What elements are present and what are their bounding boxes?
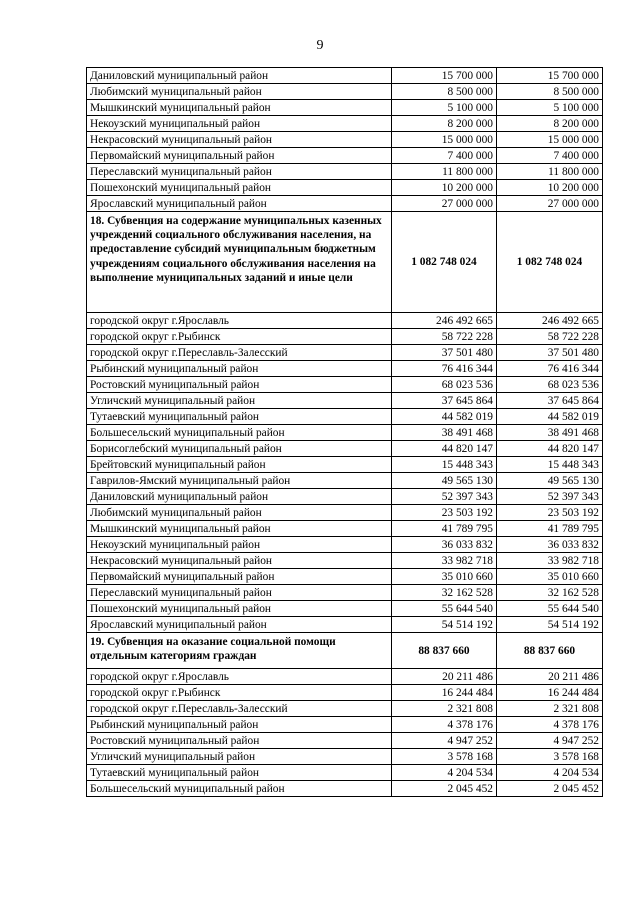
district-name-cell: Ярославский муниципальный район xyxy=(87,196,392,212)
table-row xyxy=(87,701,603,717)
budget-table xyxy=(86,67,603,797)
amount-year2-cell: 76 416 344 xyxy=(497,361,603,377)
amount-year2-cell: 8 500 000 xyxy=(497,84,603,100)
table-row xyxy=(87,180,603,196)
district-name-cell: Некоузский муниципальный район xyxy=(87,116,392,132)
amount-year1-cell: 27 000 000 xyxy=(392,196,497,212)
table-row xyxy=(87,749,603,765)
table-row xyxy=(87,685,603,701)
amount-year2-cell: 4 378 176 xyxy=(497,717,603,733)
section-title-cell: 18. Субвенция на содержание муниципальных казенных учреждений социального обслуживания населения, на предоставление субсидий муниципальным бюджетным учреждениям социального обслуживания населения на выполнение муниципальных заданий и иные цели xyxy=(87,212,392,313)
amount-year1-cell: 76 416 344 xyxy=(392,361,497,377)
amount-year1-cell: 36 033 832 xyxy=(392,537,497,553)
section-title-cell: 19. Субвенция на оказание социальной помощи отдельным категориям граждан xyxy=(87,633,392,669)
amount-year2-cell: 15 000 000 xyxy=(497,132,603,148)
amount-year1-cell: 33 982 718 xyxy=(392,553,497,569)
district-name-cell: Ярославский муниципальный район xyxy=(87,617,392,633)
table-row xyxy=(87,329,603,345)
amount-year1-cell: 38 491 468 xyxy=(392,425,497,441)
table-row xyxy=(87,505,603,521)
amount-year2-cell: 16 244 484 xyxy=(497,685,603,701)
amount-year1-cell: 37 501 480 xyxy=(392,345,497,361)
amount-year1-cell: 88 837 660 xyxy=(392,633,497,669)
table-row xyxy=(87,148,603,164)
table-row xyxy=(87,409,603,425)
table-row xyxy=(87,717,603,733)
amount-year1-cell: 52 397 343 xyxy=(392,489,497,505)
amount-year1-cell: 4 378 176 xyxy=(392,717,497,733)
amount-year2-cell: 7 400 000 xyxy=(497,148,603,164)
amount-year2-cell: 8 200 000 xyxy=(497,116,603,132)
amount-year1-cell: 35 010 660 xyxy=(392,569,497,585)
amount-year2-cell: 44 582 019 xyxy=(497,409,603,425)
district-name-cell: Брейтовский муниципальный район xyxy=(87,457,392,473)
district-name-cell: городской округ г.Переславль-Залесский xyxy=(87,701,392,717)
amount-year2-cell: 36 033 832 xyxy=(497,537,603,553)
district-name-cell: городской округ г.Переславль-Залесский xyxy=(87,345,392,361)
district-name-cell: Некрасовский муниципальный район xyxy=(87,553,392,569)
table-row xyxy=(87,393,603,409)
amount-year2-cell: 5 100 000 xyxy=(497,100,603,116)
district-name-cell: городской округ г.Ярославль xyxy=(87,313,392,329)
table-row xyxy=(87,345,603,361)
district-name-cell: Первомайский муниципальный район xyxy=(87,148,392,164)
amount-year1-cell: 15 700 000 xyxy=(392,68,497,84)
table-row xyxy=(87,457,603,473)
amount-year1-cell: 15 448 343 xyxy=(392,457,497,473)
amount-year1-cell: 7 400 000 xyxy=(392,148,497,164)
district-name-cell: Тутаевский муниципальный район xyxy=(87,409,392,425)
amount-year2-cell: 2 045 452 xyxy=(497,781,603,797)
district-name-cell: Некоузский муниципальный район xyxy=(87,537,392,553)
table-row xyxy=(87,313,603,329)
amount-year1-cell: 4 204 534 xyxy=(392,765,497,781)
amount-year2-cell: 49 565 130 xyxy=(497,473,603,489)
amount-year1-cell: 16 244 484 xyxy=(392,685,497,701)
table-row xyxy=(87,132,603,148)
table-row xyxy=(87,473,603,489)
amount-year2-cell: 15 700 000 xyxy=(497,68,603,84)
table-row xyxy=(87,196,603,212)
amount-year1-cell: 246 492 665 xyxy=(392,313,497,329)
amount-year2-cell: 38 491 468 xyxy=(497,425,603,441)
amount-year2-cell: 23 503 192 xyxy=(497,505,603,521)
amount-year2-cell: 1 082 748 024 xyxy=(497,212,603,313)
table-row xyxy=(87,537,603,553)
table-row xyxy=(87,617,603,633)
amount-year1-cell: 58 722 228 xyxy=(392,329,497,345)
amount-year2-cell: 3 578 168 xyxy=(497,749,603,765)
district-name-cell: Рыбинский муниципальный район xyxy=(87,361,392,377)
table-row xyxy=(87,585,603,601)
amount-year2-cell: 10 200 000 xyxy=(497,180,603,196)
table-row xyxy=(87,361,603,377)
amount-year2-cell: 35 010 660 xyxy=(497,569,603,585)
amount-year1-cell: 37 645 864 xyxy=(392,393,497,409)
district-name-cell: Ростовский муниципальный район xyxy=(87,733,392,749)
district-name-cell: Переславский муниципальный район xyxy=(87,585,392,601)
amount-year2-cell: 37 645 864 xyxy=(497,393,603,409)
district-name-cell: Угличский муниципальный район xyxy=(87,749,392,765)
table-row xyxy=(87,553,603,569)
amount-year1-cell: 44 820 147 xyxy=(392,441,497,457)
district-name-cell: Мышкинский муниципальный район xyxy=(87,521,392,537)
section-row xyxy=(87,212,603,313)
amount-year2-cell: 33 982 718 xyxy=(497,553,603,569)
table-row xyxy=(87,733,603,749)
district-name-cell: Даниловский муниципальный район xyxy=(87,68,392,84)
amount-year2-cell: 20 211 486 xyxy=(497,669,603,685)
amount-year2-cell: 11 800 000 xyxy=(497,164,603,180)
table-row xyxy=(87,68,603,84)
amount-year1-cell: 8 200 000 xyxy=(392,116,497,132)
amount-year1-cell: 1 082 748 024 xyxy=(392,212,497,313)
amount-year1-cell: 5 100 000 xyxy=(392,100,497,116)
amount-year1-cell: 11 800 000 xyxy=(392,164,497,180)
amount-year2-cell: 4 204 534 xyxy=(497,765,603,781)
amount-year2-cell: 44 820 147 xyxy=(497,441,603,457)
amount-year1-cell: 3 578 168 xyxy=(392,749,497,765)
table-row xyxy=(87,489,603,505)
district-name-cell: Первомайский муниципальный район xyxy=(87,569,392,585)
district-name-cell: Пошехонский муниципальный район xyxy=(87,601,392,617)
district-name-cell: Мышкинский муниципальный район xyxy=(87,100,392,116)
amount-year2-cell: 27 000 000 xyxy=(497,196,603,212)
amount-year2-cell: 58 722 228 xyxy=(497,329,603,345)
amount-year1-cell: 2 045 452 xyxy=(392,781,497,797)
amount-year1-cell: 44 582 019 xyxy=(392,409,497,425)
amount-year1-cell: 2 321 808 xyxy=(392,701,497,717)
district-name-cell: Любимский муниципальный район xyxy=(87,84,392,100)
district-name-cell: Гаврилов-Ямский муниципальный район xyxy=(87,473,392,489)
table-row xyxy=(87,116,603,132)
amount-year1-cell: 8 500 000 xyxy=(392,84,497,100)
table-row xyxy=(87,425,603,441)
district-name-cell: Рыбинский муниципальный район xyxy=(87,717,392,733)
district-name-cell: городской округ г.Рыбинск xyxy=(87,685,392,701)
amount-year2-cell: 52 397 343 xyxy=(497,489,603,505)
amount-year1-cell: 10 200 000 xyxy=(392,180,497,196)
table-row xyxy=(87,765,603,781)
district-name-cell: Угличский муниципальный район xyxy=(87,393,392,409)
amount-year2-cell: 32 162 528 xyxy=(497,585,603,601)
table-row xyxy=(87,781,603,797)
district-name-cell: Ростовский муниципальный район xyxy=(87,377,392,393)
amount-year1-cell: 41 789 795 xyxy=(392,521,497,537)
table-row xyxy=(87,164,603,180)
table-row xyxy=(87,601,603,617)
amount-year1-cell: 49 565 130 xyxy=(392,473,497,489)
district-name-cell: Борисоглебский муниципальный район xyxy=(87,441,392,457)
district-name-cell: Большесельский муниципальный район xyxy=(87,781,392,797)
amount-year1-cell: 68 023 536 xyxy=(392,377,497,393)
table-row xyxy=(87,569,603,585)
amount-year2-cell: 68 023 536 xyxy=(497,377,603,393)
table-row xyxy=(87,669,603,685)
amount-year2-cell: 246 492 665 xyxy=(497,313,603,329)
table-row xyxy=(87,84,603,100)
table-row xyxy=(87,521,603,537)
amount-year2-cell: 15 448 343 xyxy=(497,457,603,473)
amount-year2-cell: 2 321 808 xyxy=(497,701,603,717)
amount-year2-cell: 4 947 252 xyxy=(497,733,603,749)
amount-year2-cell: 41 789 795 xyxy=(497,521,603,537)
district-name-cell: Переславский муниципальный район xyxy=(87,164,392,180)
amount-year2-cell: 88 837 660 xyxy=(497,633,603,669)
amount-year1-cell: 32 162 528 xyxy=(392,585,497,601)
table-row xyxy=(87,377,603,393)
budget-table-body xyxy=(87,68,603,797)
amount-year1-cell: 55 644 540 xyxy=(392,601,497,617)
amount-year1-cell: 4 947 252 xyxy=(392,733,497,749)
amount-year1-cell: 20 211 486 xyxy=(392,669,497,685)
district-name-cell: городской округ г.Ярославль xyxy=(87,669,392,685)
district-name-cell: Даниловский муниципальный район xyxy=(87,489,392,505)
table-row xyxy=(87,441,603,457)
page-number: 9 xyxy=(316,38,324,53)
amount-year1-cell: 15 000 000 xyxy=(392,132,497,148)
district-name-cell: Большесельский муниципальный район xyxy=(87,425,392,441)
district-name-cell: Тутаевский муниципальный район xyxy=(87,765,392,781)
district-name-cell: городской округ г.Рыбинск xyxy=(87,329,392,345)
district-name-cell: Любимский муниципальный район xyxy=(87,505,392,521)
district-name-cell: Пошехонский муниципальный район xyxy=(87,180,392,196)
district-name-cell: Некрасовский муниципальный район xyxy=(87,132,392,148)
amount-year1-cell: 54 514 192 xyxy=(392,617,497,633)
amount-year2-cell: 54 514 192 xyxy=(497,617,603,633)
amount-year2-cell: 37 501 480 xyxy=(497,345,603,361)
section-row xyxy=(87,633,603,669)
table-row xyxy=(87,100,603,116)
amount-year2-cell: 55 644 540 xyxy=(497,601,603,617)
amount-year1-cell: 23 503 192 xyxy=(392,505,497,521)
